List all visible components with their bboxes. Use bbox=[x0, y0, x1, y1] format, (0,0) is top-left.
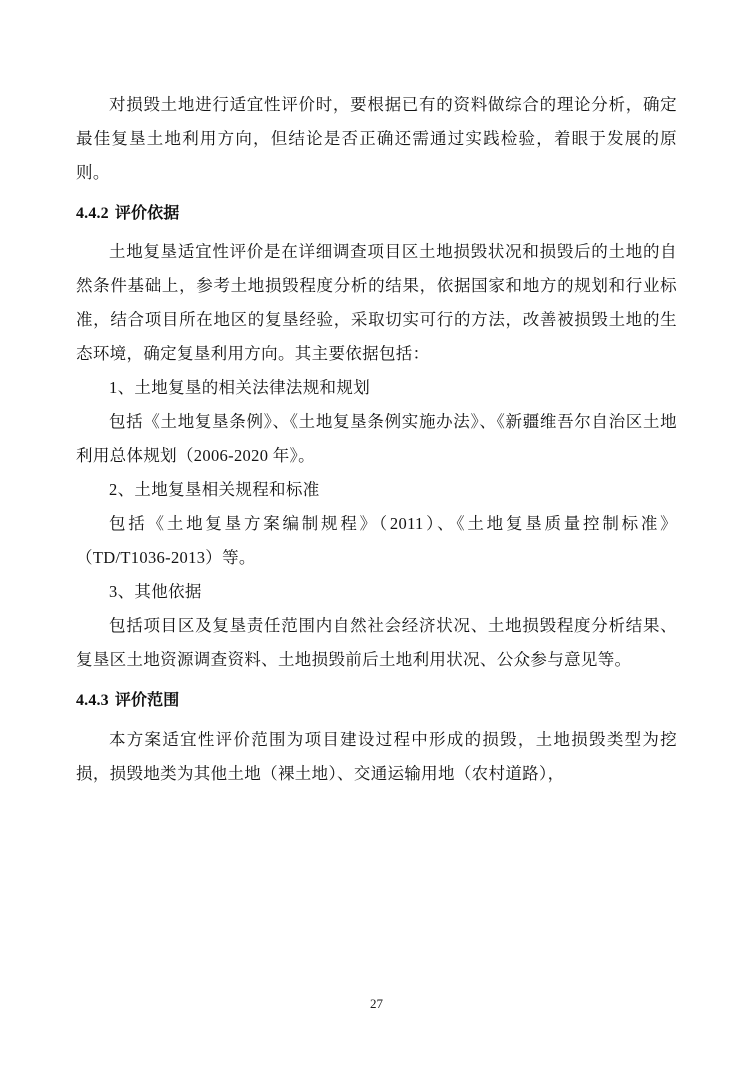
paragraph-item-2-content: 包括《土地复垦方案编制规程》（2011）、《土地复垦质量控制标准》（TD/T1036-2013）等。 bbox=[76, 514, 677, 568]
paragraph-item-3-content: 包括项目区及复垦责任范围内自然社会经济状况、土地损毁程度分析结果、复垦区土地资源调查资料、土地损毁前后土地利用状况、公众参与意见等。 bbox=[76, 616, 677, 670]
paragraph-scope-content: 本方案适宜性评价范围为项目建设过程中形成的损毁，土地损毁类型为挖损，损毁地类为其他土地（裸土地）、交通运输用地（农村道路）， bbox=[76, 729, 677, 783]
paragraph-basis-overview: 土地复垦适宜性评价是在详细调查项目区土地损毁状况和损毁后的土地的自然条件基础上，参考土地损毁程度分析的结果，依据国家和地方的规划和行业标准，结合项目所在地区的复垦经验，采取切实可行的方法，改善被损毁土地的生态环境，确定复垦利用方向。其主要依据包括： bbox=[76, 242, 677, 364]
document-body bbox=[76, 88, 677, 791]
heading-4-4-2 bbox=[76, 199, 677, 229]
paragraph-item-3-title: 3、其他依据 bbox=[109, 582, 202, 602]
paragraph-intro: 对损毁土地进行适宜性评价时，要根据已有的资料做综合的理论分析，确定最佳复垦土地利用方向，但结论是否正确还需通过实践检验，着眼于发展的原则。 bbox=[76, 95, 677, 182]
paragraph-item-1-content: 包括《土地复垦条例》、《土地复垦条例实施办法》、《新疆维吾尔自治区土地利用总体规划（2006-2020 年》。 bbox=[76, 412, 677, 466]
paragraph-item-2-title: 2、土地复垦相关规程和标准 bbox=[109, 480, 320, 500]
heading-4-4-3-number: 4.4.3 bbox=[76, 692, 109, 710]
page-number: 27 bbox=[370, 996, 383, 1011]
heading-4-4-2-label: 评价依据 bbox=[114, 204, 180, 222]
heading-4-4-3 bbox=[76, 686, 677, 716]
heading-4-4-2-number: 4.4.2 bbox=[76, 204, 109, 222]
heading-4-4-3-label: 评价范围 bbox=[114, 692, 180, 710]
paragraph-item-1-title: 1、土地复垦的相关法律法规和规划 bbox=[109, 378, 371, 398]
